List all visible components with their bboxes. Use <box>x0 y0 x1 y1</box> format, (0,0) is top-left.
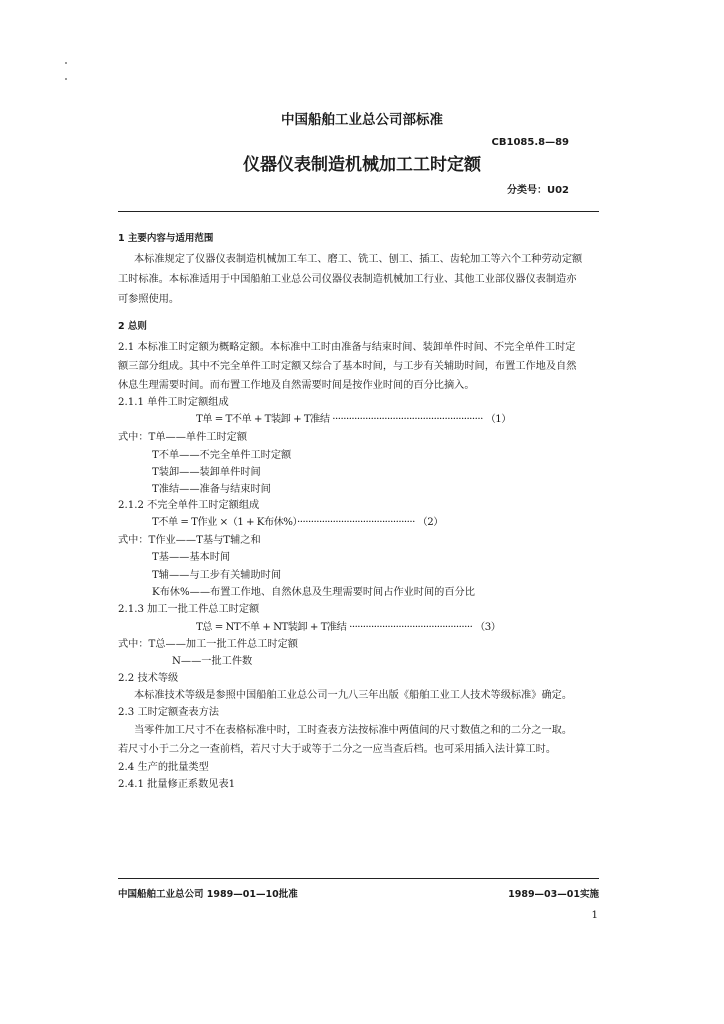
classification-number: 分类号：U02 <box>506 185 569 196</box>
where-line: 式中：T作业——T基与T辅之和 <box>118 535 261 546</box>
where-line: T不单——不完全单件工时定额 <box>152 450 292 461</box>
standard-number: CB1085.8—89 <box>491 137 569 148</box>
section-1-heading: 1 主要内容与适用范围 <box>118 233 214 244</box>
clause-2-1-line: 2.1 本标准工时定额为概略定额。本标准中工时由准备与结束时间、装卸单件时间、不完全单件工时定 <box>118 342 576 353</box>
where-line: K布休%——布置工作地、自然休息及生理需要时间占作业时间的百分比 <box>152 587 475 598</box>
approval-line: 中国船舶工业总公司 1989—01—10批准 <box>118 889 298 900</box>
clause-2-4-1-heading: 2.4.1 批量修正系数见表1 <box>118 779 236 790</box>
footer-rule <box>118 878 599 879</box>
where-line: 式中：T总——加工一批工件总工时定额 <box>118 639 298 650</box>
where-line: T辅——与工步有关辅助时间 <box>152 570 282 581</box>
header-rule <box>118 211 599 212</box>
organization-heading: 中国船舶工业总公司部标准 <box>281 112 443 128</box>
clause-2-3-line: 当零件加工尺寸不在表格标准中时，工时查表方法按标准中两值间的尺寸数值之和的二分之一取。 <box>134 725 573 736</box>
document-title: 仪器仪表制造机械加工工时定额 <box>243 155 481 175</box>
section-1-line: 工时标准。本标准适用于中国船舶工业总公司仪器仪表制造机械加工行业、其他工业部仪器仪表制造亦 <box>118 274 577 285</box>
implementation-date: 1989—03—01实施 <box>508 889 599 900</box>
formula-3: T总 = NT不单 + NT装卸 + T准结 ············································· （3） <box>196 622 501 633</box>
clause-2-1-2-heading: 2.1.2 不完全单件工时定额组成 <box>118 500 260 511</box>
formula-1: T单 = T不单 + T装卸 + T准结 ······················································· （1） <box>196 414 511 425</box>
clause-2-1-3-heading: 2.1.3 加工一批工件总工时定额 <box>118 604 260 615</box>
section-1-line: 本标准规定了仪器仪表制造机械加工车工、磨工、铣工、刨工、插工、齿轮加工等六个工种劳动定额 <box>134 254 583 265</box>
clause-2-1-line: 额三部分组成。其中不完全单件工时定额又综合了基本时间，与工步有关辅助时间，布置工作地及自然 <box>118 361 577 372</box>
clause-2-2-heading: 2.2 技术等级 <box>118 673 179 684</box>
clause-2-3-line: 若尺寸小于二分之一查前档，若尺寸大于或等于二分之一应当查后档。也可采用插入法计算工时。 <box>118 744 557 755</box>
scan-speck <box>65 78 67 80</box>
formula-2: T不单 = T作业 ×（1 + K布休%）··········································· （2） <box>152 517 443 528</box>
where-line: 式中：T单——单件工时定额 <box>118 432 248 443</box>
clause-2-1-1-heading: 2.1.1 单件工时定额组成 <box>118 397 229 408</box>
where-line: T装卸——装卸单件时间 <box>152 467 261 478</box>
clause-2-1-line: 休息生理需要时间。而布置工作地及自然需要时间是按作业时间的百分比摘入。 <box>118 380 475 391</box>
page-number: 1 <box>591 910 598 921</box>
clause-2-4-heading: 2.4 生产的批量类型 <box>118 762 209 773</box>
clause-2-3-heading: 2.3 工时定额查表方法 <box>118 707 219 718</box>
section-1-line: 可参照使用。 <box>118 294 180 305</box>
section-2-heading: 2 总则 <box>118 321 147 332</box>
scan-speck <box>65 62 67 64</box>
where-line: T准结——准备与结束时间 <box>152 484 271 495</box>
where-line: T基——基本时间 <box>152 552 231 563</box>
where-line: N——一批工件数 <box>172 656 253 667</box>
clause-2-2-text: 本标准技术等级是参照中国船舶工业总公司一九八三年出版《船舶工业工人技术等级标准》确定。 <box>134 690 573 701</box>
